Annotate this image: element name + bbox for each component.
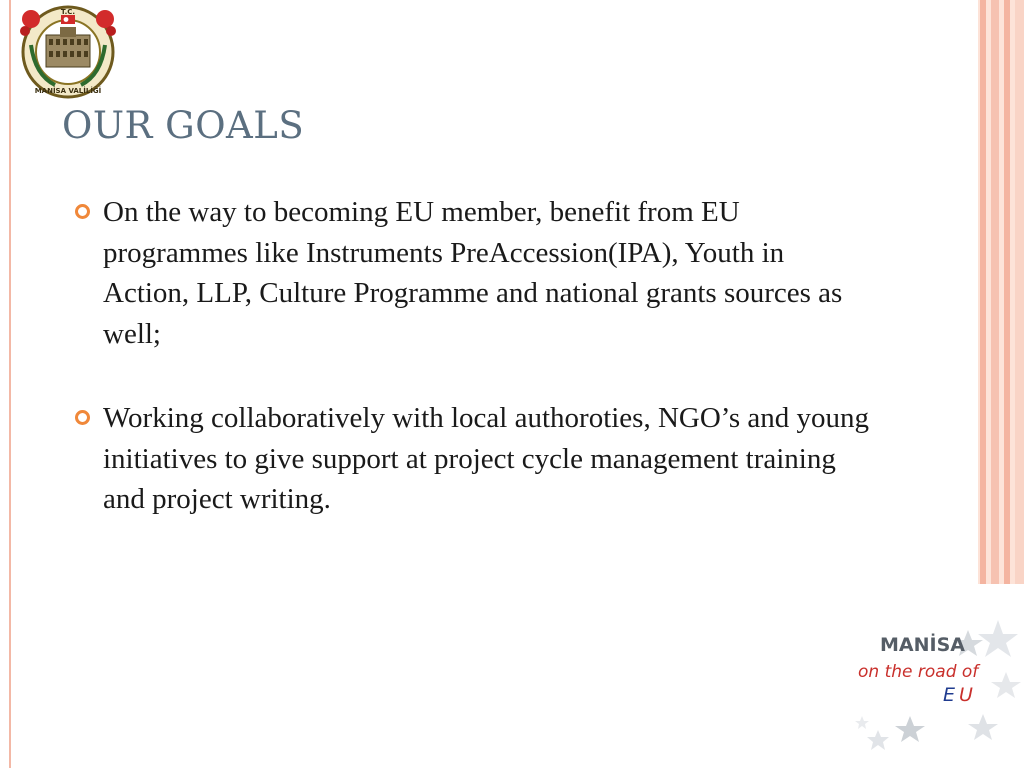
slide-title: OUR GOALS <box>62 104 305 147</box>
bullet-ring-icon <box>75 204 90 219</box>
bullet-ring-icon <box>75 410 90 425</box>
bullet-item <box>73 398 873 520</box>
left-border-line <box>9 0 11 768</box>
right-decorative-stripes <box>978 0 1024 584</box>
brand-tagline: on the road of <box>858 662 979 682</box>
brand-eu-letter-e: E <box>943 684 956 706</box>
bullet-text: On the way to becoming EU member, benefit from EU programmes like Instruments PreAccession(IPA), Youth in Action, LLP, Culture Programme and national grants sources as well; <box>103 196 843 350</box>
brand-eu-letter-u: U <box>959 684 973 706</box>
manisa-on-the-road-of-eu-badge <box>848 612 1024 762</box>
brand-name: MANİSA <box>880 634 965 656</box>
goals-bullet-list <box>73 192 873 564</box>
svg-text:MANİSA VALİLİĞİ: MANİSA VALİLİĞİ <box>34 87 102 95</box>
bullet-item <box>73 192 873 354</box>
svg-text:T.C.: T.C. <box>60 8 76 16</box>
manisa-governorship-seal-logo <box>15 5 123 101</box>
bullet-text: Working collaboratively with local authoroties, NGO’s and young initiatives to give support at project cycle management training and project writing. <box>103 402 870 515</box>
